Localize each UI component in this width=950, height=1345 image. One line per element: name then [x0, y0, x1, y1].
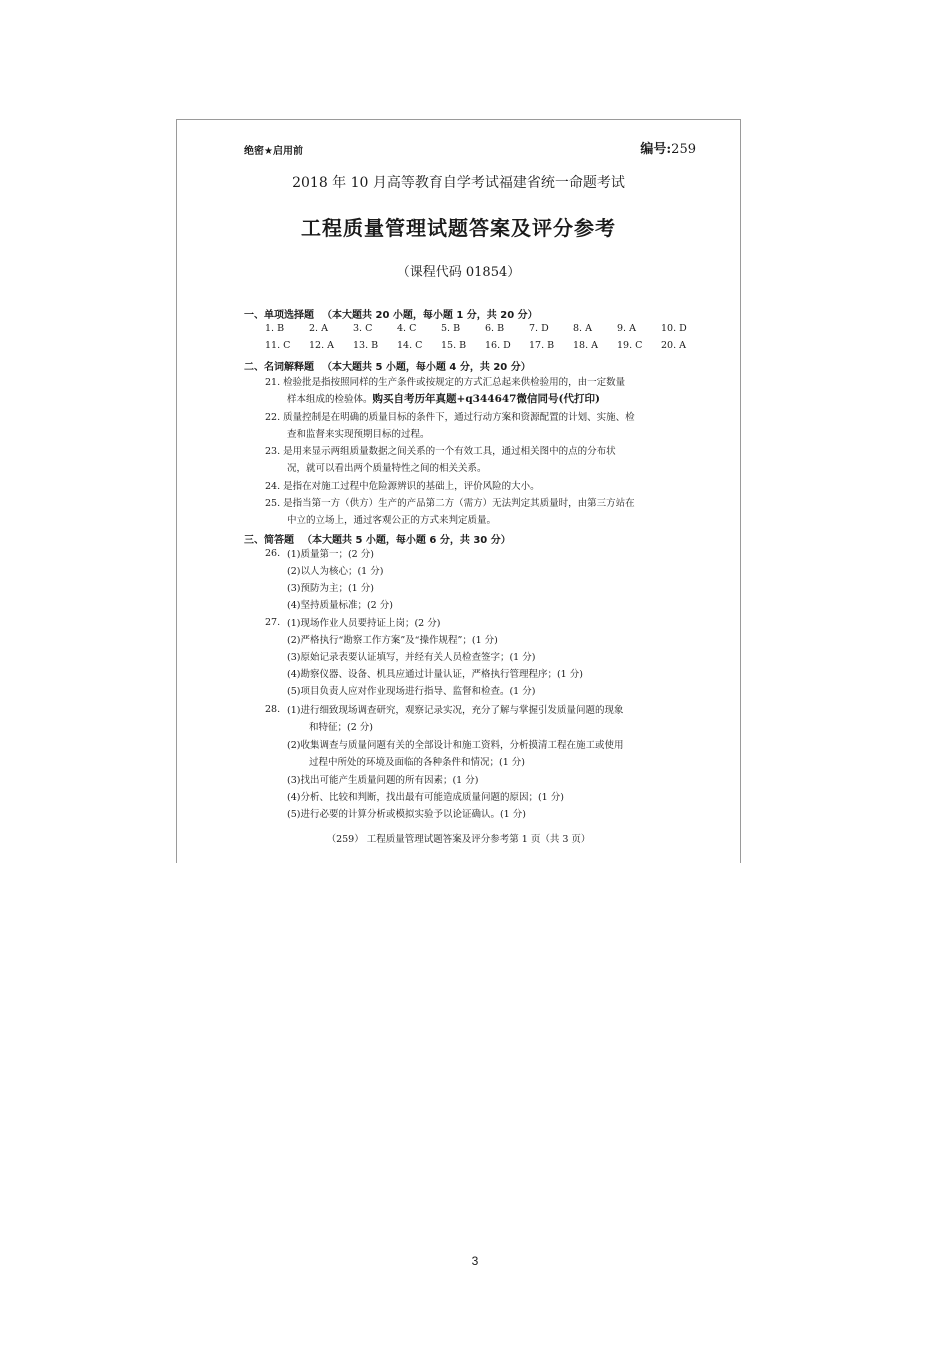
watermark-note: 购买自考历年真题+q344647微信同号(代打印) [372, 393, 600, 405]
question-27-item: (2)严格执行“勘察工作方案”及“操作规程”；(1 分) [287, 635, 498, 646]
answer-item: 6. B [485, 323, 505, 334]
question-28-item-5: (5)进行必要的计算分析或模拟实验予以论证确认。(1 分) [287, 809, 526, 820]
question-28-item-2-line2: 过程中所处的环境及面临的各种条件和情况；(1 分) [309, 757, 525, 768]
question-26-number: 26. [265, 548, 281, 559]
confidential-label: 绝密★启用前 [244, 146, 303, 157]
section3-note: （本大题共 5 小题，每小题 6 分，共 30 分） [302, 535, 511, 546]
question-26-item: (1)质量第一；(2 分) [287, 549, 374, 560]
answer-item: 4. C [397, 323, 417, 334]
answer-item: 17. B [529, 340, 555, 351]
question-21-line2: 样本组成的检验体。 [287, 394, 373, 405]
document-title: 工程质量管理试题答案及评分参考 [301, 216, 616, 240]
question-28-item-1-line1: (1)进行细致现场调查研究，观察记录实况，充分了解与掌握引发质量问题的现象 [287, 705, 624, 716]
section1-note: （本大题共 20 小题，每小题 1 分，共 20 分） [322, 310, 538, 321]
question-26-item: (3)预防为主；(1 分) [287, 583, 374, 594]
question-28-item-4: (4)分析、比较和判断，找出最有可能造成质量问题的原因；(1 分) [287, 792, 564, 803]
question-22-line2: 查和监督来实现预期目标的过程。 [287, 429, 430, 440]
answer-item: 2. A [309, 323, 328, 334]
paper-code-label: 编号: [640, 142, 672, 157]
section3-title: 三、简答题 [244, 535, 294, 546]
answer-item: 13. B [353, 340, 379, 351]
paper-code-value: 259 [671, 142, 696, 157]
answer-item: 8. A [573, 323, 592, 334]
question-28-item-3: (3)找出可能产生质量问题的所有因素；(1 分) [287, 775, 479, 786]
question-27-number: 27. [265, 617, 281, 628]
answer-item: 7. D [529, 323, 549, 334]
section1-title: 一、单项选择题 [244, 310, 314, 321]
question-28-item-1-line2: 和特征；(2 分) [309, 722, 373, 733]
exam-title: 2018 年 10 月高等教育自学考试福建省统一命题考试 [292, 175, 625, 191]
answer-item: 10. D [661, 323, 687, 334]
section3-heading [244, 531, 511, 546]
question-28-item-2-line1: (2)收集调查与质量问题有关的全部设计和施工资料，分析摸清工程在施工或使用 [287, 740, 624, 751]
answer-item: 14. C [397, 340, 423, 351]
question-21-line1: 21. 检验批是指按照同样的生产条件或按规定的方式汇总起来供检验用的，由一定数量 [265, 377, 626, 388]
answer-item: 18. A [573, 340, 598, 351]
scanned-page [176, 119, 741, 863]
question-23-line1: 23. 是用来显示两组质量数据之间关系的一个有效工具，通过相关图中的点的分布状 [265, 446, 616, 457]
answer-item: 9. A [617, 323, 636, 334]
answer-row-2 [265, 340, 705, 351]
answer-item: 1. B [265, 323, 285, 334]
page-number: 3 [471, 1254, 479, 1268]
question-23-line2: 况，就可以看出两个质量特性之间的相关关系。 [287, 463, 487, 474]
question-22 [265, 409, 705, 443]
question-27-item: (3)原始记录表要认证填写，并经有关人员检查签字；(1 分) [287, 652, 536, 663]
question-27-item: (1)现场作业人员要持证上岗；(2 分) [287, 618, 441, 629]
answer-item: 20. A [661, 340, 686, 351]
question-28-item-1 [287, 702, 707, 736]
question-24: 24. 是指在对施工过程中危险源辨识的基础上，评价风险的大小。 [265, 481, 540, 492]
answer-item: 16. D [485, 340, 511, 351]
question-21 [265, 374, 705, 408]
question-23 [265, 443, 705, 477]
question-28-number: 28. [265, 704, 281, 715]
answer-item: 15. B [441, 340, 467, 351]
answer-item: 12. A [309, 340, 334, 351]
question-22-line1: 22. 质量控制是在明确的质量目标的条件下，通过行动方案和资源配置的计划、实施、检 [265, 412, 635, 423]
section2-note: （本大题共 5 小题，每小题 4 分，共 20 分） [322, 362, 531, 373]
question-27-item: (4)勘察仪器、设备、机具应通过计量认证，严格执行管理程序；(1 分) [287, 669, 583, 680]
question-25 [265, 495, 705, 529]
answer-item: 5. B [441, 323, 461, 334]
answer-item: 3. C [353, 323, 373, 334]
answer-row-1 [265, 323, 705, 334]
section2-heading [244, 358, 531, 373]
answer-item: 19. C [617, 340, 643, 351]
question-28-item-2 [287, 737, 707, 771]
question-26-item: (2)以人为核心；(1 分) [287, 566, 384, 577]
paper-code [640, 138, 696, 157]
section2-title: 二、名词解释题 [244, 362, 314, 373]
question-25-line2: 中立的立场上，通过客观公正的方式来判定质量。 [287, 515, 497, 526]
course-code: （课程代码 01854） [396, 265, 521, 280]
question-27-item: (5)项目负责人应对作业现场进行指导、监督和检查。(1 分) [287, 686, 536, 697]
answer-item: 11. C [265, 340, 291, 351]
question-26-item: (4)坚持质量标准；(2 分) [287, 600, 393, 611]
question-25-line1: 25. 是指当第一方（供方）生产的产品第二方（需方）无法判定其质量时，由第三方站在 [265, 498, 635, 509]
page-footer: （259） 工程质量管理试题答案及评分参考第 1 页（共 3 页） [326, 834, 591, 845]
section1-heading [244, 306, 538, 321]
